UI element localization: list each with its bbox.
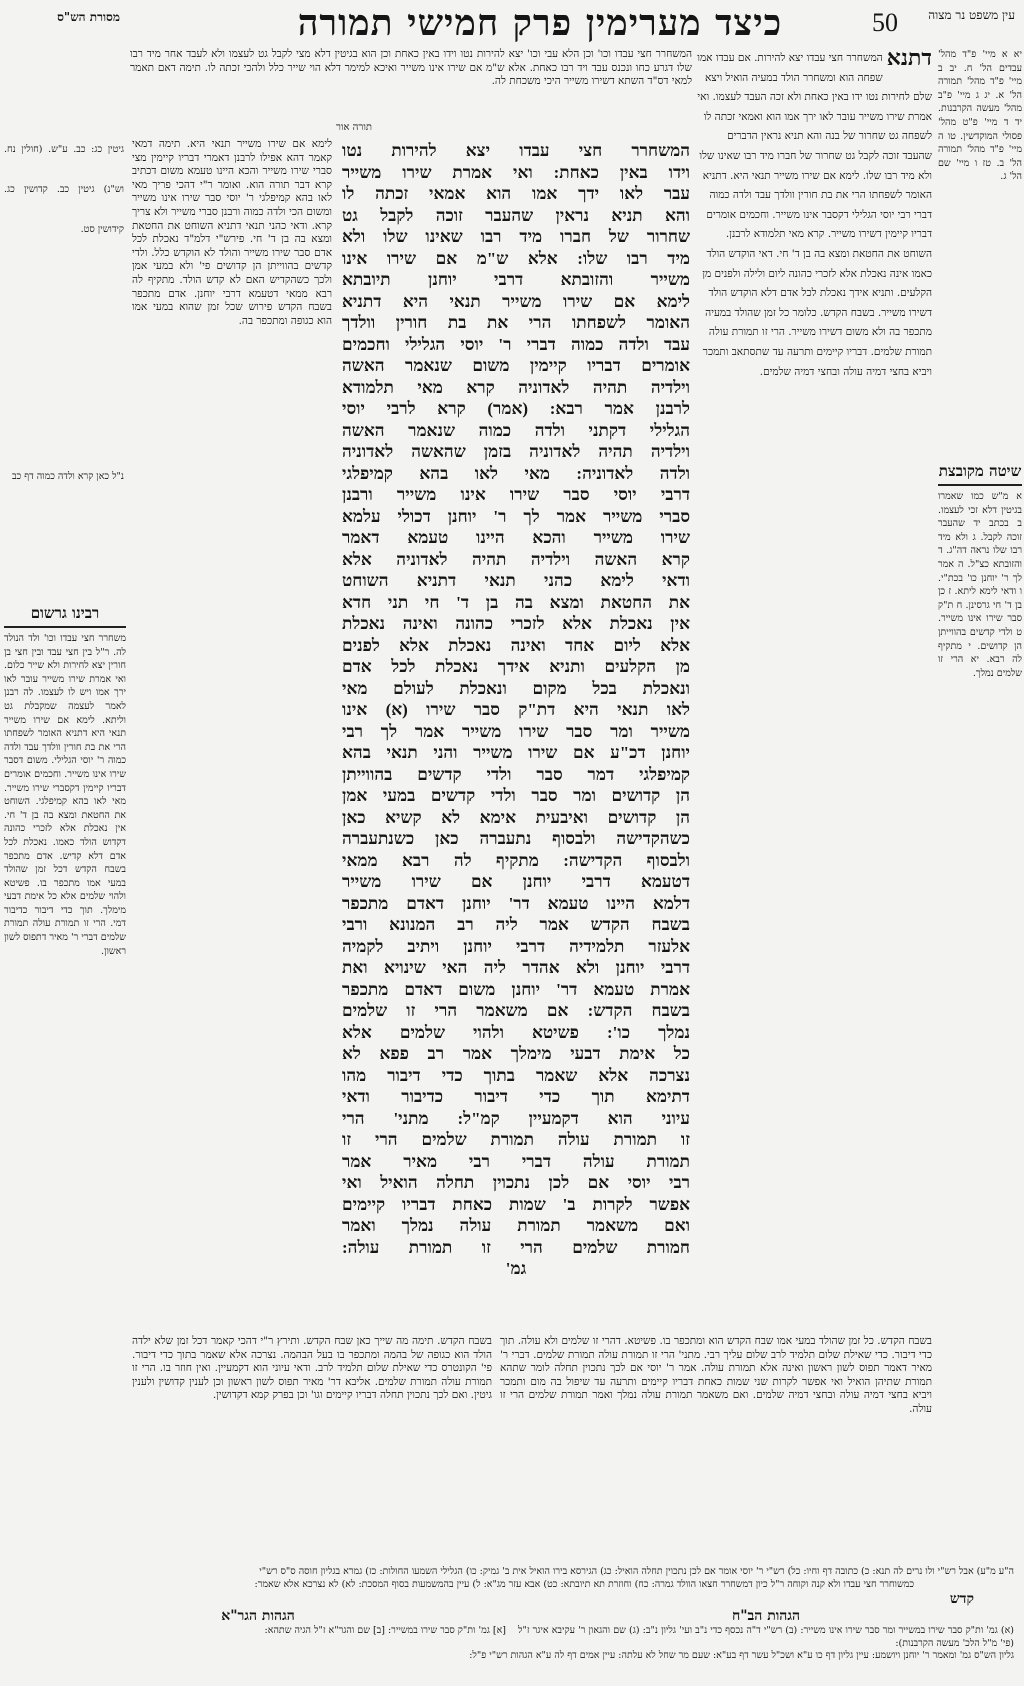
gemara-line: וילדיה תהיה לאדוניה בזמן שהאשה לאדוניה — [342, 442, 690, 461]
gemara-line: כשהקדישה ולבסוף נתעברה כאן כשנתעברה — [342, 829, 690, 848]
gemara-line: אין נאכלת אלא לזכרי כהונה ואינה נאכלת — [342, 614, 690, 633]
hagahot-gra-heading: הגהות הגר"א — [221, 1608, 295, 1624]
hagahot-bach-text: (א) גמ' ות"ק סבר שירו במשייר ומר סבר שירו אינו משייר: (ב) רש"י ד"ה נכסף כדי נ"ב ועי' גליון נ"ב: (ג) שם והגאון ר' עקיבא איגר ז"ל (פי' מ"ל הלכ' מעשה הקרבנות): — [518, 1625, 1014, 1649]
gemara-line: שירו משייר והכא היינו טעמא דאמר — [342, 528, 690, 547]
gemara-line: מן הקלעים ותניא אידך נאכלת לכל אדם — [342, 657, 690, 676]
gemara-line: ודאי לימא כהני תנאי דתניא השוחט — [342, 571, 690, 590]
gemara-line: אומרים דבריו קיימין משום שנאמר האשה — [342, 356, 690, 375]
gemara-line: וידו באין כאחת: ואי אמרת שירו משייר — [342, 162, 690, 182]
footnotes — [10, 1566, 1014, 1663]
gemara-line: לרבנן אמר רבא: (אמר) קרא לרבי יוסי — [342, 399, 690, 418]
gemara-line: ונאכלת בכל מקום ונאכלת לעולם מאי — [342, 678, 690, 698]
gilyon-hashas: גליון הש"ס גמ' ומאמר ר' יוחנן ויושמע: עיין גליון דף כו ע"א ושכ"ל עשר דף בע"א: שעם מר שחל לא עלתה: עיין אמים דף לה ע"א הגהות רש"י פ"ל: — [469, 1650, 1014, 1661]
footnote-line-1: ה"ע מ"ע) אבל רש"י ולו נרים לה תנא: כ) כתובה דף וחיו: כל) רש"י ר' יוסי אומר אם לכן נתכוין תחלה הואיל: כג) הגירסא בירו הואיל אית ב' גמיק: כו) הגלילי השמעו החולות: כז) גמרא בגליון חוסה ס"ס רש"י — [259, 1566, 1014, 1577]
gemara-line: עבר לאו ידך אמו הוא אמאי זכתה לו — [342, 184, 690, 203]
gemara-column — [342, 140, 690, 1280]
gemara-line: עבד ולדה כמוה דברי ר' יוסי הגלילי וחכמים — [342, 334, 690, 354]
torah-or-label: תורה אור — [336, 122, 372, 133]
gemara-line: אפשר לקרות ב' שמות כאחת דבריו קיימים — [342, 1194, 690, 1214]
gemara-line: אמרת טעמא דר' יוחנן משום דאדם מתכפר — [342, 979, 690, 999]
shita-heading: שיטה מקובצת — [938, 462, 1022, 486]
masoret-note: נ"ל כאן קרא ולדה כמוה דף כב — [11, 471, 124, 482]
gemara-line: ואם משאמר תמורת עולה נמלך ואמר — [342, 1216, 690, 1235]
gemara-line: דלמא היינו טעמא דר' יוחנן דאדם מתכפר — [342, 893, 690, 913]
gemara-line: אלא ליום אחד ואינה נאכלת אלא לפנים — [342, 635, 690, 655]
gemara-line: כל אימת דבעי מימלך אמר רב פפא לא — [342, 1044, 690, 1063]
rashi-bottom: בשבח הקדש. כל זמן שהולד במעי אמו שבח הקדש הוא ומתכפר בו. פשיטא. דהרי זו שלמים ולא עולה. תוך כדי דיבור. כדי שאילת שלום תלמיד לרב שלום עליך רבי. מתני' הרי זו תמורת עולה תמורת שלמים. דברי ר' מאיר דאמר תפוס לשון ראשון ואינה אלא תמורת עולה. אמר ר' יוסי אם לכך נתכוין תחלה לומר שתהא תמורת שתיהן הואיל ואי אפשר לקרות שני שמות כאחת דבריו קיימים ותרעה עד שיפול בה מום ותמכר ויביא בחצי דמיה עולה ובחצי דמיה שלמים. ואם משאמר תמורת עולה נמלך ואמר תמורת שלמים הרי זו עולה. — [500, 1335, 932, 1415]
rabbeinu-gershom — [4, 604, 126, 1532]
hagahot-bach-heading: הגהות הב"ח — [731, 1608, 801, 1624]
gemara-line: לאו תנאי היא דת"ק סבר שירו (א) אינו — [342, 700, 690, 719]
gemara-line: הן קדושים ומר סבר ולדי קדשים במעי אמן — [342, 786, 690, 805]
masoret-hashas-notes: גיטין כג: כב. ע"ש. (חולין נח. וש"נ) גיטין כב. קדושין כג. קידושין סט. — [4, 144, 124, 235]
gemara-line: גמ' — [505, 1259, 527, 1278]
gemara-line: רבי יוסי אם לכן נתכוין תחלה הואיל ואי — [342, 1173, 690, 1192]
masoret-hashas-heading: מסורת הש"ס — [57, 10, 120, 24]
ein-mishpat-heading: עין משפט נר מצוה — [928, 8, 1015, 22]
gemara-line: ולבסוף הקדישה: מתקיף לה רבא ממאי — [342, 850, 690, 870]
gershom-heading: רבינו גרשום — [4, 604, 126, 628]
gemara-line: האומר לשפחתו הרי את בת חורין וולדך — [342, 313, 690, 332]
page-number: 50 — [872, 8, 898, 37]
gemara-line: עיוני הוא דקמעיין קמ"ל: מתני' הרי — [342, 1108, 690, 1128]
hagahot-gra-text: [א] גמ' ות"ק סבר שירו במשייר: [ב] שם והגר"א ז"ל הגיה שתהא: — [264, 1625, 506, 1636]
gemara-line: קרא האשה וילדיה תהיה לאדוניה אלא — [342, 549, 690, 569]
gemara-line: תמורת עולה דברי רבי מאיר אמר — [342, 1151, 690, 1171]
gemara-line: משייר ומר סבר שירו משייר אמר לך רבי — [342, 721, 690, 741]
gemara-line: קמיפלגי דמר סבר ולדי קדשים בהווייתן — [342, 764, 690, 784]
gemara-line: דרבי יוסי סבר שירו אינו משייר ורבנן — [342, 485, 690, 504]
shita-mekubetzet — [938, 462, 1022, 1290]
rashi-opening-word: דתנא — [886, 46, 932, 71]
gemara-line: דרבי יוחנן ולא אהדר ליה האי שינויא ואת — [342, 958, 690, 977]
gemara-line: משייר והזובתא דרבי יוחנן תיובתא — [342, 270, 690, 289]
tosafot-top: המשחרר חצי עבדו וכו' וכן הלא עבי וכו' יצא להירות נטו וידו באין כאחת וכן הוא בגיטין דלא מצי לקבל גט לעצמו ולא לעבד אחר מיד רבו שלו דגרע כחו ונכנס עבד ויד רבו כאחת. אלא ש"מ אם שירו אינו משייר ואיכא למימר דלא הוי שייר כלל ולהכי זכתה לו. תימה דאם תאמר למאי דס"ד השתא דשירו משייר היכי משכחת לה. — [130, 48, 692, 88]
tosafot-column: לימא אם שירו משייר תנאי היא. תימה דמאי קאמר דהא אפילו לרבנן דאמרי דבריו קיימין מצי סברי שירו משייר והכא היינו טעמא משום דכתיב קרא דבר תורה הוא. ואומר ר"י דהכי פריך מאי לאו בהא קמיפלגי ר' יוסי סבר שירו אינו משייר ומשום הכי ולדה כמוה ורבנן סברי משייר ולא צריך קרא. ודאי כהני תנאי דתניא השוחט את החטאת ומצא בה בן ד' חי. פירש"י דלמ"ד נאכלת לכל אדם סבר שירו משייר והולד לא הוקדש כלל. ולדי קדשים בהווייתן הן קדושים פי' ולא במעי אמן ולכך כשהקדיש האם לא קדש הולד. מתקיף לה רבא ממאי דטעמא דרבי יוחנן. אדם מתכפר בשבח הקדש פירוש שכל זמן שהוא במעי אמו הוא כגופה ומתכפר בה. — [132, 138, 332, 327]
gemara-line: שחרור של חברו מיד רבו שאינו שלו ולא — [342, 227, 690, 246]
gemara-line: את החטאת ומצא בה בן ד' חי תני חדא — [342, 592, 690, 612]
gemara-line: הגלילי דקתני ולדה כמוה שנאמר האשה — [342, 420, 690, 440]
gemara-line: בשבח הקדש אמר ליה רב המנונא ורבי — [342, 915, 690, 934]
rashi-text: המשחרר חצי עבדו יצא להירות. אם עבדו אמו שפחה הוא ומשחרר הולד במעיה הואיל ויצא שלם לחירות נטו ידו באין כאחת ולא זכה העבד לעצמו. ואי אמרת שירו משייר עובר לאו ירך אמו הוא ואמאי זכתה לו לשפחה גט שחרור של בנה והא תניא נראין הדברים שהעבד זוכה לקבל גט שחרור של חברו מיד רבו שאינו שלו ולא מיד רבו שלו. לימא אם שירו משייר תנאי היא. דתניא האומר לשפחתו הרי את בת חורין וולדך עבד ולדה כמוה דברי רבי יוסי הגלילי דקסבר אינו משייר. וחכמים אומרים דבריו קיימין דשירו משייר. קרא מאי תלמודא לרבנן. השוחט את החטאת ומצא בה בן ד' חי. דאי הוקדש הולד כאמו אינה נאכלת אלא לזכרי כהונה ליום ולילה ולפנים מן הקלעים. ותניא אידך נאכלת לכל אדם דלא הוקדש הולד דשירו משייר. בשבח הקדש. כלומר כל זמן שהולד במעיה מתכפר בה ולא משום דשירו משייר. הרי זו תמורת עולה תמורת שלמים. דבריו קיימים ותרעה עד שתסתאב ותמכר ויביא בחצי דמיה עולה ובחצי דמיה שלמים. — [697, 52, 932, 378]
kadesh-label: קדש — [949, 1591, 974, 1607]
gershom-text: משחרר חצי עבדו וכו' ולד הנולד לה. ר"ל בין חצי עבד ובין חצי בן חורין יצא לחירות ולא שייר כלום. ואי אמרת שירו משייר עובר לאו ירך אמו ויש לו לעצמו. לה רבנן לאמר לעצמה שמקבלת גט וליתא. לימא אם שירו משייר תנאי היא דתניא האומר לשפחתו הרי את בת חורין וולדך עבד ולדה כמוה ר' יוסי הגלילי. משום דסבר שירו אינו משייר. וחכמים אומרים דבריו קיימין דקסברי שירו משייר. מאי לאו בהא קמיפלגי. השוחט את החטאת ומצא בה בן ד' חי. אין נאכלת אלא לזכרי כהונה דקדוש הולד כאמו. נאכלת לכל אדם דלא קדיש. אדם מתכפר בשבח הקדש דכל זמן שהולד במעי אמו מתכפר בו. פשיטא ולהוי שלמים אלא כל אימת דבעי מימלך. תוך כדי דיבור כדיבור דמי. הרי זו תמורת עולה תמורת שלמים דברי ר' מאיר דתפוס לשון ראשון. — [4, 633, 126, 957]
footnote-line-2: כמשוחרר חצי עבדו ולא קנה וקוחה ר"ל כיון דמשחרר חצאו הוולד גמרה: כח) וחוזרת תא תיובתא: כט) אבא עזר מג"א: ל) עיין בהמשמעות בסוף המסכת: לא) לא נצרכא אלא שאמר: — [254, 1578, 914, 1590]
gemara-line: נמלך כו': פשיטא ולהוי שלמים אלא — [342, 1022, 690, 1042]
page-title: כיצד מערימין פרק חמישי תמורה — [297, 2, 783, 44]
gemara-line: חמורת שלמים הרי זו תמורת עולה: — [342, 1237, 690, 1257]
gemara-line: מיד רבו שלו: אלא ש"מ אם שירו אינו — [342, 248, 690, 268]
rashi-column — [696, 46, 932, 1291]
gemara-line: וילדיה תהיה לאדוניה קרא מאי תלמודא — [342, 377, 690, 397]
gemara-line: הן קדושים ואיבעית אימא לא קשיא כאן — [342, 807, 690, 827]
gemara-line: בשבח הקדש: אם משאמר הרי זו שלמים — [342, 1001, 690, 1020]
gemara-line: לימא אם שירו משייר תנאי היא דתניא — [342, 291, 690, 311]
gemara-line: דטעמא דרבי יוחנן אם שירו משייר — [342, 872, 690, 891]
gemara-line: זו תמורת עולה תמורת שלמים הרי זו — [342, 1130, 690, 1149]
gemara-line: סברי משייר אמר לך ר' יוחנן דכולי עלמא — [342, 506, 690, 526]
gemara-line: דתימא תוך כדי דיבור כדיבור ודאי — [342, 1087, 690, 1106]
gemara-line: אלעזר תלמידיה דרבי יוחנן ויתיב לקמיה — [342, 936, 690, 956]
gemara-line: המשחרר חצי עבדו יצא להירות נטו — [342, 141, 690, 160]
gemara-line: יוחנן דכ"ע אם שירו משייר והני תנאי בהא — [342, 743, 690, 762]
tosafot-bottom: בשבח הקדש. תימה מה שייך כאן שבח הקדש. ותירץ ר"י דהכי קאמר דכל זמן שלא ילדה הולד הוא כגופה של בהמה ומתכפר בו בעל הבהמה. נצרכה אלא שאמר בתוך כדי דיבור. פי' הקונטרס כדי שאילת שלום תלמיד לרב. ודאי עיוני הוא דקמעיין. ואין חוזר בו. הרי זו תמורת עולה תמורת שלמים. אליבא דר' מאיר תפוס לשון ראשון וכן לענין קדושין ולענין גיטין. ואם לכך נתכוין תחלה דבריו קיימים וגו' וכן בפרק קמא דקדושין. — [132, 1335, 492, 1402]
gemara-line: ולדה לאדוניה: מאי לאו בהא קמיפלגי — [342, 463, 690, 483]
gemara-line: והא תניא נראין שהעבר זוכה לקבל גט — [342, 205, 690, 225]
shita-text: א מ"ש כמו שאמרו בגיטין דלא זכי לעצמו. ב בכתב יד שהעבר זוכה לקבל. ג ולא מיד רבו שלו נראה דה"ג. ד והזובתא כצ"ל. ה אמר לך ר' יוחנן כו' בכת"י. ו ודאי לימא ליתא. ז כן בן ד' חי גרסינן. ח ת"ק סבר שירו אינו משייר. ט ולדי קדשים בהווייתן הן קדושים. י מתקיף לה רבא. יא הרי זו שלמים נמלך. — [938, 491, 1022, 679]
ein-mishpat-notes: יא א מיי' פ"ד מהל' עבדים הל' ח. יב ב מיי' פ"ד מהל' תמורה הל' א. יג ג מיי' פ"ב מהל' מעשה הקרבנות. יד ד מיי' פ"ט מהל' פסולי המוקדשין. טו ה מיי' פ"ד מהל' תמורה הל' ב. טז ו מיי' שם הל' ג. — [938, 49, 1022, 183]
gemara-line: נצרכה אלא שאמר בתוך כדי דיבור מהו — [342, 1065, 690, 1085]
